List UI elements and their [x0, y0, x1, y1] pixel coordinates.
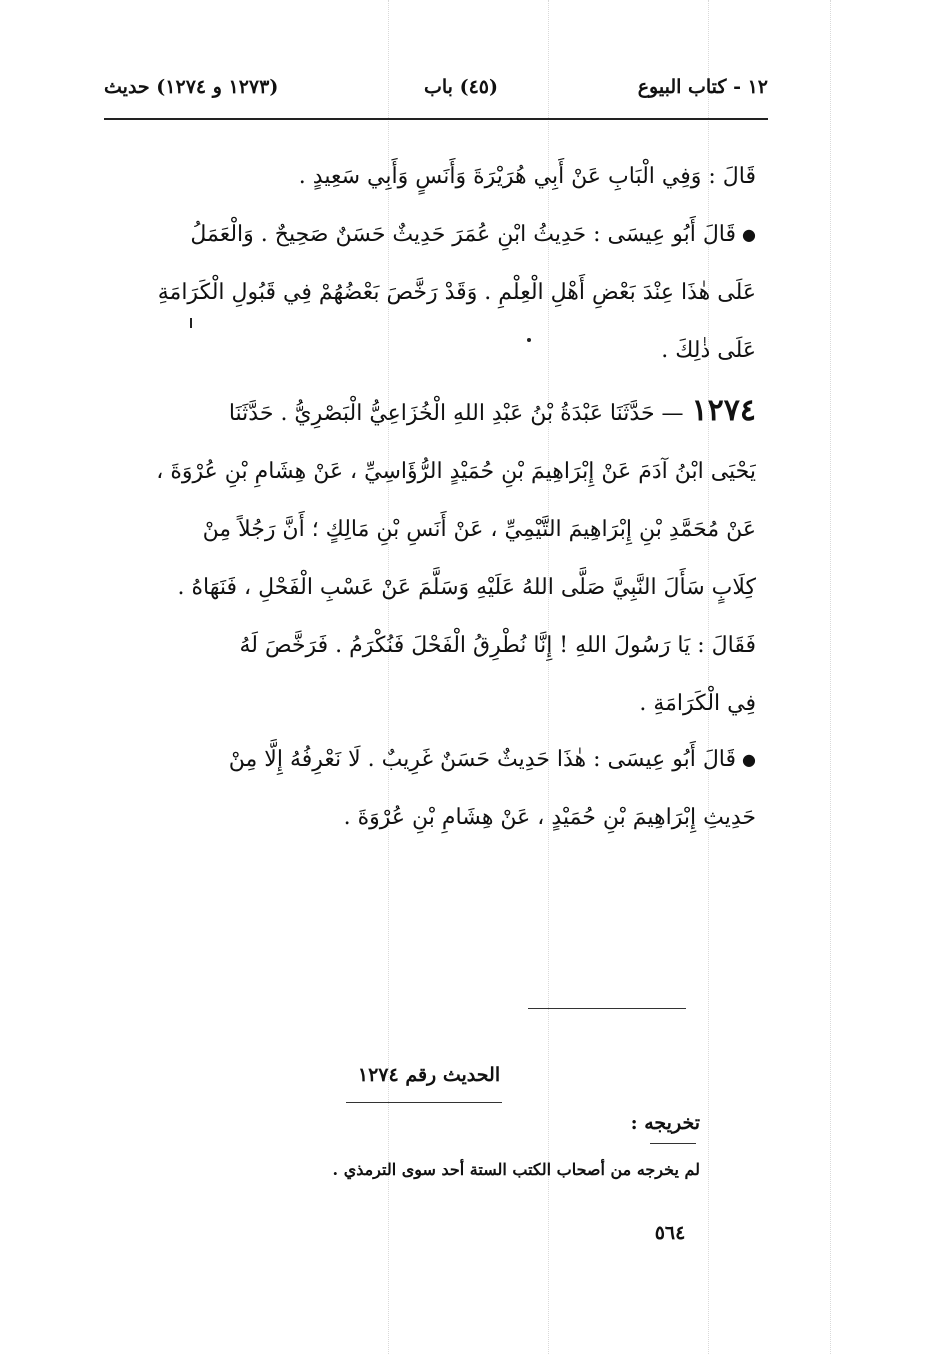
paragraph-hadith-1274 — [96, 382, 756, 733]
text-line: عَلَى هٰذَا عِنْدَ بَعْضِ أَهْلِ الْعِلْمِ . وَقَدْ رَخَّصَ بَعْضُهُمْ فِي قَبُولِ الْكَرَامَةِ — [157, 280, 756, 305]
hadith-number: ١٢٧٤ — [691, 393, 756, 428]
bullet-icon: ● — [742, 225, 756, 244]
footnote-title: الحديث رقم ١٢٧٤ — [357, 1064, 501, 1086]
text-line — [96, 731, 756, 789]
text-line: يَحْيَى ابْنُ آدَمَ عَنْ إِبْرَاهِيمَ بْنِ حُمَيْدٍ الرُّؤَاسِيِّ ، عَنْ هِشَامِ بْنِ عُرْوَةَ ، — [156, 459, 756, 484]
text-line: حَدِيثِ إِبْرَاهِيمَ بْنِ حُمَيْدٍ ، عَنْ هِشَامِ بْنِ عُرْوَةَ . — [343, 805, 756, 830]
header-hadith-range: (١٢٧٣ و ١٢٧٤) حديث — [104, 76, 279, 98]
text-line — [96, 206, 756, 264]
header-chapter: (٤٥) باب — [424, 76, 498, 98]
text-line-content: — حَدَّثَنَا عَبْدَةُ بْنُ عَبْدِ اللهِ الْخُزَاعِيُّ الْبَصْرِيُّ . حَدَّثَنَا — [228, 401, 684, 426]
text-line: عَنْ مُحَمَّدِ بْنِ إِبْرَاهِيمَ التَّيْمِيِّ ، عَنْ أَنَسِ بْنِ مَالِكٍ ؛ أَنَّ رَجُلاً مِنْ — [202, 517, 756, 542]
bullet-icon: ● — [742, 750, 756, 769]
text-line-content: قَالَ أَبُو عِيسَى : هٰذَا حَدِيثٌ حَسَنٌ غَرِيبٌ . لَا نَعْرِفُهُ إِلَّا مِنْ — [228, 747, 737, 772]
scan-artifact — [830, 0, 831, 1354]
scan-speck — [527, 338, 531, 342]
header-rule — [104, 118, 768, 120]
text-line-content: قَالَ أَبُو عِيسَى : حَدِيثُ ابْنِ عُمَرَ حَدِيثٌ حَسَنٌ صَحِيحٌ . وَالْعَمَلُ — [190, 222, 737, 247]
footnote-title-underline — [346, 1102, 502, 1103]
header-book-title: ١٢ - كتاب البيوع — [637, 76, 768, 98]
text-line: فِي الْكَرَامَةِ . — [639, 691, 756, 716]
text-line: كِلَابٍ سَأَلَ النَّبِيَّ صَلَّى اللهُ عَلَيْهِ وَسَلَّمَ عَنْ عَسْبِ الْفَحْلِ ، فَنَهَاهُ . — [177, 575, 756, 600]
footnote-label-underline — [650, 1143, 696, 1144]
text-line: عَلَى ذٰلِكَ . — [661, 338, 756, 363]
text-line — [96, 382, 756, 443]
footnote-text: لم يخرجه من أصحاب الكتب الستة أحد سوى الترمذي . — [332, 1160, 700, 1179]
scan-speck — [190, 318, 192, 328]
paragraph-abu-isa-comment — [96, 206, 756, 380]
footnote-separator — [528, 1008, 686, 1009]
paragraph-abu-isa-grading — [96, 731, 756, 847]
text-line: فَقَالَ : يَا رَسُولَ اللهِ ! إِنَّا نُطْرِقُ الْفَحْلَ فَنُكْرَمُ . فَرَخَّصَ لَهُ — [239, 633, 756, 658]
page-number: ٥٦٤ — [654, 1222, 686, 1244]
text-line: قَالَ : وَفِي الْبَابِ عَنْ أَبِي هُرَيْرَةَ وَأَنَسٍ وَأَبِي سَعِيدٍ . — [298, 164, 756, 189]
paragraph-chapter-note — [96, 148, 756, 206]
footnote-label: تخريجه : — [630, 1112, 700, 1134]
running-header — [104, 66, 768, 106]
